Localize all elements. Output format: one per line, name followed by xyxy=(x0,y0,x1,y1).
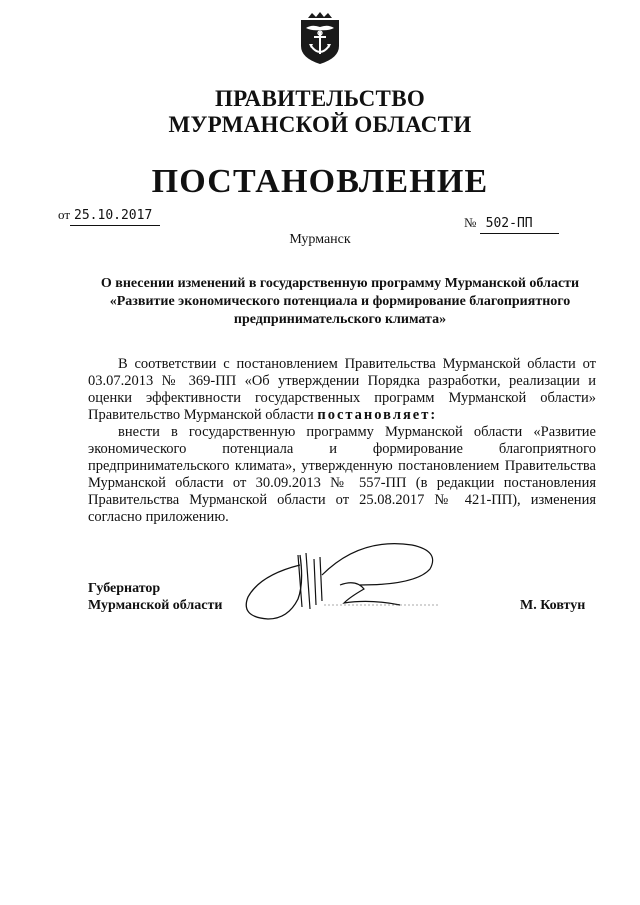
number-prefix: № xyxy=(464,215,477,230)
document-body xyxy=(88,356,596,526)
document-number: 502-ПП xyxy=(480,215,559,234)
decree-word: постановляет: xyxy=(317,407,438,423)
signatory-position xyxy=(88,580,222,614)
position-line2: Мурманской области xyxy=(88,598,223,613)
signatory-name: М. Ковтун xyxy=(520,598,586,613)
paragraph-1-text: В соответствии с постановлением Правительства Мурманской области от 03.07.2013 № 369-ПП «Об утверждении Порядка разработки, реализации и оценки эффективности государственных программ Мурманской области» Правительство Мурманской области xyxy=(88,356,596,423)
subject-line1: О внесении изменений в государственную программу Мурманской области xyxy=(100,276,580,291)
government-title-line1: ПРАВИТЕЛЬСТВО xyxy=(214,86,426,111)
number-row xyxy=(464,214,559,234)
government-title-line2: МУРМАНСКОЙ ОБЛАСТИ xyxy=(168,112,472,137)
subject-line2: «Развитие экономического потенциала и формирование благоприятного xyxy=(109,294,571,309)
body-paragraph-1 xyxy=(88,356,596,424)
subject-line3: предпринимательского климата» xyxy=(233,312,447,327)
document-subject xyxy=(60,275,620,329)
date-prefix: от xyxy=(58,207,71,222)
city-label: Мурманск xyxy=(289,232,351,247)
position-line1: Губернатор xyxy=(88,581,161,596)
body-paragraph-2: внести в государственную программу Мурманской области «Развитие экономического потенциала и формирование благоприятного предпринимательского климата», утвержденную постановлением Правительства Мурманской области от 30.09.2013 № 557-ПП (в редакции постановления Правительства Мурманской области от 25.08.2017 № 421-ПП), изменения согласно приложению. xyxy=(88,424,596,525)
handwritten-signature xyxy=(240,535,440,625)
murmansk-coat-of-arms-icon xyxy=(298,12,342,66)
document-type-title: ПОСТАНОВЛЕНИЕ xyxy=(151,163,489,200)
date-row xyxy=(58,206,160,226)
document-date: 25.10.2017 xyxy=(70,207,160,226)
